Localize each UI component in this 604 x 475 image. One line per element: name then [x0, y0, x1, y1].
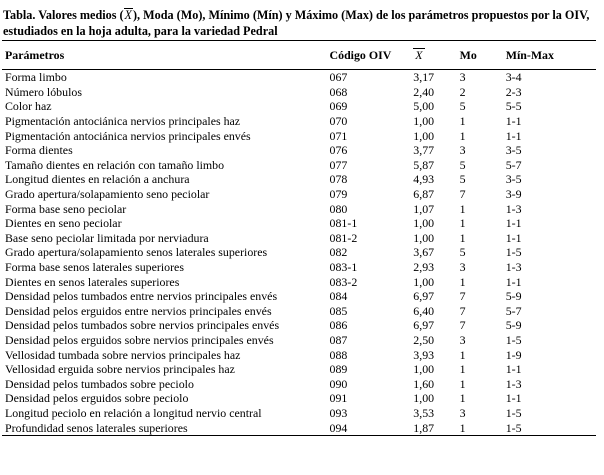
cell-min-max: 3-5: [505, 143, 522, 158]
cell-min-max: 5-9: [505, 318, 522, 333]
cell-parametro: Grado apertura/solapamiento seno peciolar: [5, 187, 210, 202]
header-codigo-oiv: Código OIV: [327, 41, 411, 70]
cell-min-max: 1-1: [505, 274, 522, 289]
cell-codigo-oiv: 068: [329, 84, 348, 99]
table-row: [2, 391, 596, 406]
cell-mo: 3: [459, 260, 466, 275]
cell-min-max: 1-1: [505, 114, 522, 129]
table-row: [2, 99, 596, 114]
table-row: [2, 245, 596, 260]
cell-parametro: Forma base seno peciolar: [5, 201, 127, 216]
cell-parametro: Dientes en senos laterales superiores: [5, 274, 180, 289]
cell-codigo-oiv: 077: [329, 157, 348, 172]
cell-parametro: Vellosidad tumbada sobre nervios principales haz: [5, 347, 241, 362]
cell-parametro: Densidad pelos tumbados entre nervios principales envés: [5, 289, 278, 304]
caption-prefix: Tabla. Valores medios (: [3, 8, 124, 22]
cell-parametro: Pigmentación antociánica nervios principales envés: [5, 128, 251, 143]
cell-parametro: Profundidad senos laterales superiores: [2, 420, 327, 435]
cell-parametro: Longitud dientes en relación a anchura: [5, 172, 190, 187]
cell-min-max: 1-1: [505, 362, 522, 377]
cell-codigo-oiv: 085: [329, 303, 348, 318]
caption-suffix: ), Moda (Mo), Mínimo (Mín) y Máximo (Max) de los parámetros propuestos por la OIV, estudiados en la hoja adulta, para la variedad Pedral: [3, 8, 590, 38]
cell-mo: 1: [459, 274, 466, 289]
cell-codigo-oiv: 081-2: [329, 230, 358, 245]
cell-min-max: 1-3: [505, 201, 522, 216]
cell-min-max: 1-1: [505, 216, 522, 231]
cell-mean: 3,67: [413, 245, 435, 260]
cell-parametro: Densidad pelos erguidos sobre peciolo: [5, 391, 189, 406]
table-row: [2, 289, 596, 304]
cell-mo: 7: [459, 289, 466, 304]
cell-parametro: Grado apertura/solapamiento senos laterales superiores: [5, 245, 268, 260]
cell-codigo-oiv: 086: [329, 318, 348, 333]
cell-mean: 5,00: [413, 99, 435, 114]
cell-min-max: 1-5: [505, 332, 522, 347]
cell-codigo-oiv: 082: [329, 245, 348, 260]
cell-mo: 5: [459, 245, 466, 260]
table-row: [2, 362, 596, 377]
cell-mo: 5: [459, 157, 466, 172]
cell-mean: 1,07: [413, 201, 435, 216]
cell-mo: 1: [459, 230, 466, 245]
cell-mean: 6,40: [413, 303, 435, 318]
cell-mo: 1: [459, 362, 466, 377]
cell-min-max: 1-1: [505, 230, 522, 245]
cell-codigo-oiv: 089: [329, 362, 348, 377]
cell-mean: 2,50: [413, 332, 435, 347]
cell-min-max: 1-1: [505, 391, 522, 406]
table-row: [2, 231, 596, 246]
cell-mean: 1,00: [413, 274, 435, 289]
cell-mo: 3: [459, 405, 466, 420]
table-row: [2, 70, 596, 85]
cell-mean: 6,97: [413, 318, 435, 333]
cell-mo: 1: [459, 114, 466, 129]
cell-min-max: 5-9: [505, 289, 522, 304]
cell-mean: 2,40: [413, 84, 435, 99]
cell-mean: 3,93: [413, 347, 435, 362]
cell-mean: 1,00: [413, 230, 435, 245]
cell-codigo-oiv: 079: [329, 187, 348, 202]
cell-codigo-oiv: 080: [329, 201, 348, 216]
cell-parametro: Número lóbulos: [5, 84, 82, 99]
cell-mo: 1: [459, 347, 466, 362]
cell-parametro: Densidad pelos tumbados sobre peciolo: [5, 376, 194, 391]
cell-parametro: Dientes en seno peciolar: [5, 216, 122, 231]
cell-codigo-oiv: 070: [329, 114, 348, 129]
cell-mean: 2,93: [413, 260, 435, 275]
header-mean-symbol: X: [415, 47, 423, 62]
cell-min-max: 1-5: [505, 405, 522, 420]
table-row: [2, 216, 596, 231]
cell-min-max: 1-3: [505, 376, 522, 391]
cell-parametro: Forma dientes: [5, 143, 73, 158]
header-row: [2, 41, 596, 70]
cell-mean: 3,53: [413, 405, 435, 420]
cell-codigo-oiv: 083-1: [329, 260, 358, 275]
cell-parametro: Color haz: [5, 99, 52, 114]
cell-codigo-oiv: 067: [329, 70, 348, 85]
cell-mean: 1,60: [413, 376, 435, 391]
cell-codigo-oiv: 084: [329, 289, 348, 304]
table-row: [2, 333, 596, 348]
caption-mean-symbol: X: [124, 8, 132, 22]
table-row: [2, 201, 596, 216]
header-mo: Mo: [457, 41, 503, 70]
cell-mo: 1: [459, 376, 466, 391]
table-row: [2, 347, 596, 362]
cell-codigo-oiv: 088: [329, 347, 348, 362]
cell-mean: 1,87: [410, 420, 456, 435]
cell-min-max: 1-1: [505, 128, 522, 143]
header-mean: [410, 41, 456, 70]
cell-min-max: 5-7: [505, 157, 522, 172]
cell-min-max: 5-5: [505, 99, 522, 114]
cell-codigo-oiv: 069: [329, 99, 348, 114]
cell-mean: 3,77: [413, 143, 435, 158]
cell-codigo-oiv: 090: [329, 376, 348, 391]
cell-mean: 1,00: [413, 391, 435, 406]
table-body: [2, 70, 596, 436]
table-row: [2, 420, 596, 435]
table-row: [2, 406, 596, 421]
cell-min-max: 3-4: [505, 70, 522, 85]
cell-mean: 1,00: [413, 362, 435, 377]
cell-min-max: 1-9: [505, 347, 522, 362]
cell-mo: 1: [459, 391, 466, 406]
cell-parametro: Forma base senos laterales superiores: [5, 260, 184, 275]
cell-min-max: 2-3: [505, 84, 522, 99]
cell-mean: 4,93: [413, 172, 435, 187]
cell-mo: 5: [459, 99, 466, 114]
cell-mo: 1: [459, 216, 466, 231]
table-row: [2, 85, 596, 100]
table-row: [2, 128, 596, 143]
cell-mean: 5,87: [413, 157, 435, 172]
cell-codigo-oiv: 091: [329, 391, 348, 406]
table-row: [2, 143, 596, 158]
table-row: [2, 274, 596, 289]
cell-mean: 3,17: [413, 70, 435, 85]
cell-codigo-oiv: 081-1: [329, 216, 358, 231]
cell-parametro: Tamaño dientes en relación con tamaño limbo: [5, 157, 225, 172]
cell-min-max: 1-5: [505, 245, 522, 260]
cell-mo: 2: [459, 84, 466, 99]
table-row: [2, 158, 596, 173]
cell-min-max: 1-3: [505, 260, 522, 275]
cell-mean: 1,00: [413, 128, 435, 143]
cell-mean: 6,97: [413, 289, 435, 304]
cell-mo: 3: [459, 332, 466, 347]
table-row: [2, 318, 596, 333]
table-row: [2, 260, 596, 275]
cell-min-max: 5-7: [505, 303, 522, 318]
header-parametros: Parámetros: [2, 41, 327, 70]
cell-mo: 5: [459, 172, 466, 187]
cell-codigo-oiv: 076: [329, 143, 348, 158]
parameters-table: [2, 40, 596, 436]
cell-mean: 1,00: [413, 114, 435, 129]
cell-codigo-oiv: 087: [329, 332, 348, 347]
cell-mo: 1: [457, 420, 503, 435]
cell-min-max: 3-9: [505, 187, 522, 202]
table-row: [2, 114, 596, 129]
cell-parametro: Forma limbo: [5, 70, 67, 85]
cell-parametro: Densidad pelos erguidos entre nervios principales envés: [5, 303, 272, 318]
cell-mo: 3: [459, 143, 466, 158]
cell-codigo-oiv: 071: [329, 128, 348, 143]
cell-codigo-oiv: 078: [329, 172, 348, 187]
cell-parametro: Pigmentación antociánica nervios principales haz: [5, 114, 241, 129]
table-row: [2, 187, 596, 202]
cell-codigo-oiv: 094: [327, 420, 411, 435]
table-row: [2, 304, 596, 319]
cell-min-max: 1-5: [503, 420, 596, 435]
cell-mean: 6,87: [413, 187, 435, 202]
table-row: [2, 172, 596, 187]
cell-parametro: Densidad pelos erguidos sobre nervios principales envés: [5, 332, 274, 347]
table-caption: [3, 7, 599, 39]
table-row: [2, 376, 596, 391]
cell-mo: 7: [459, 318, 466, 333]
cell-mean: 1,00: [413, 216, 435, 231]
cell-mo: 3: [459, 70, 466, 85]
cell-mo: 1: [459, 201, 466, 216]
cell-mo: 7: [459, 187, 466, 202]
cell-parametro: Longitud peciolo en relación a longitud nervio central: [5, 405, 262, 420]
cell-min-max: 3-5: [505, 172, 522, 187]
cell-mo: 1: [459, 128, 466, 143]
cell-mo: 7: [459, 303, 466, 318]
cell-parametro: Base seno peciolar limitada por nerviadura: [5, 230, 209, 245]
header-min-max: Mín-Max: [503, 41, 596, 70]
cell-parametro: Densidad pelos tumbados sobre nervios principales envés: [5, 318, 280, 333]
cell-codigo-oiv: 083-2: [329, 274, 358, 289]
cell-codigo-oiv: 093: [329, 405, 348, 420]
cell-parametro: Vellosidad erguida sobre nervios principales haz: [5, 362, 235, 377]
